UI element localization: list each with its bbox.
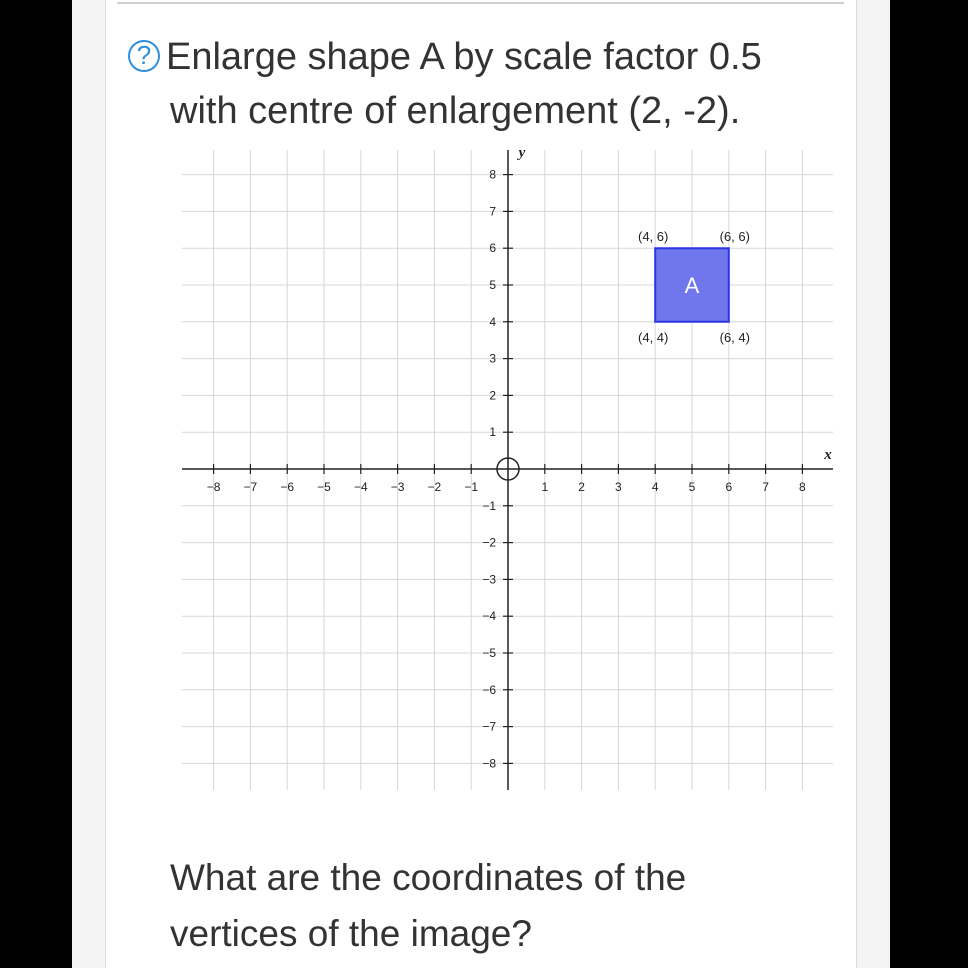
x-tick-label: 2: [578, 480, 585, 494]
x-tick-label: −7: [243, 480, 258, 494]
x-tick-label: 6: [725, 480, 733, 494]
question-text-line-2: with centre of enlargement (2, -2).: [170, 90, 741, 132]
y-tick-label: −4: [482, 609, 496, 624]
x-tick-label: −5: [317, 480, 331, 494]
x-tick-label: 3: [615, 480, 622, 494]
y-tick-label: 8: [489, 167, 496, 182]
question-text-line-1: Enlarge shape A by scale factor 0.5: [166, 36, 762, 78]
x-tick-label: 1: [541, 480, 549, 494]
y-tick-label: 5: [489, 278, 496, 292]
vertex-label: (4, 4): [638, 329, 669, 345]
y-tick-label: 3: [489, 351, 496, 366]
y-tick-label: −8: [482, 756, 496, 771]
y-tick-label: 7: [489, 204, 496, 219]
shape-label: A: [684, 273, 700, 298]
y-tick-label: −5: [482, 646, 496, 660]
question-circle-icon[interactable]: ?: [128, 40, 160, 72]
x-tick-label: 7: [762, 480, 769, 494]
prompt-line-2: vertices of the image?: [170, 913, 532, 954]
x-tick-label: −3: [390, 480, 405, 494]
x-tick-label: 5: [688, 480, 696, 494]
y-tick-label: 2: [489, 388, 496, 403]
y-tick-label: 6: [489, 241, 496, 256]
prompt-text: [170, 850, 850, 962]
x-tick-label: −1: [464, 480, 479, 494]
x-tick-label: 8: [799, 480, 806, 494]
y-axis-label: y: [518, 145, 526, 161]
y-tick-label: −2: [482, 535, 496, 550]
y-tick-label: 4: [489, 314, 496, 329]
x-tick-label: −6: [280, 480, 295, 494]
prompt-line-1: What are the coordinates of the: [170, 857, 687, 898]
x-tick-label: −2: [427, 480, 442, 494]
y-tick-label: −3: [482, 572, 496, 587]
vertex-label: (4, 6): [638, 229, 669, 245]
x-axis-label: x: [824, 447, 832, 463]
x-tick-label: −4: [353, 480, 368, 494]
y-tick-label: −6: [482, 682, 496, 697]
y-tick-label: 1: [489, 425, 496, 440]
x-tick-label: −8: [206, 480, 221, 494]
y-tick-label: −1: [482, 498, 496, 513]
x-tick-label: 4: [651, 480, 659, 494]
vertex-label: (6, 6): [719, 229, 750, 245]
y-tick-label: −7: [482, 719, 496, 734]
vertex-label: (6, 4): [719, 329, 750, 345]
